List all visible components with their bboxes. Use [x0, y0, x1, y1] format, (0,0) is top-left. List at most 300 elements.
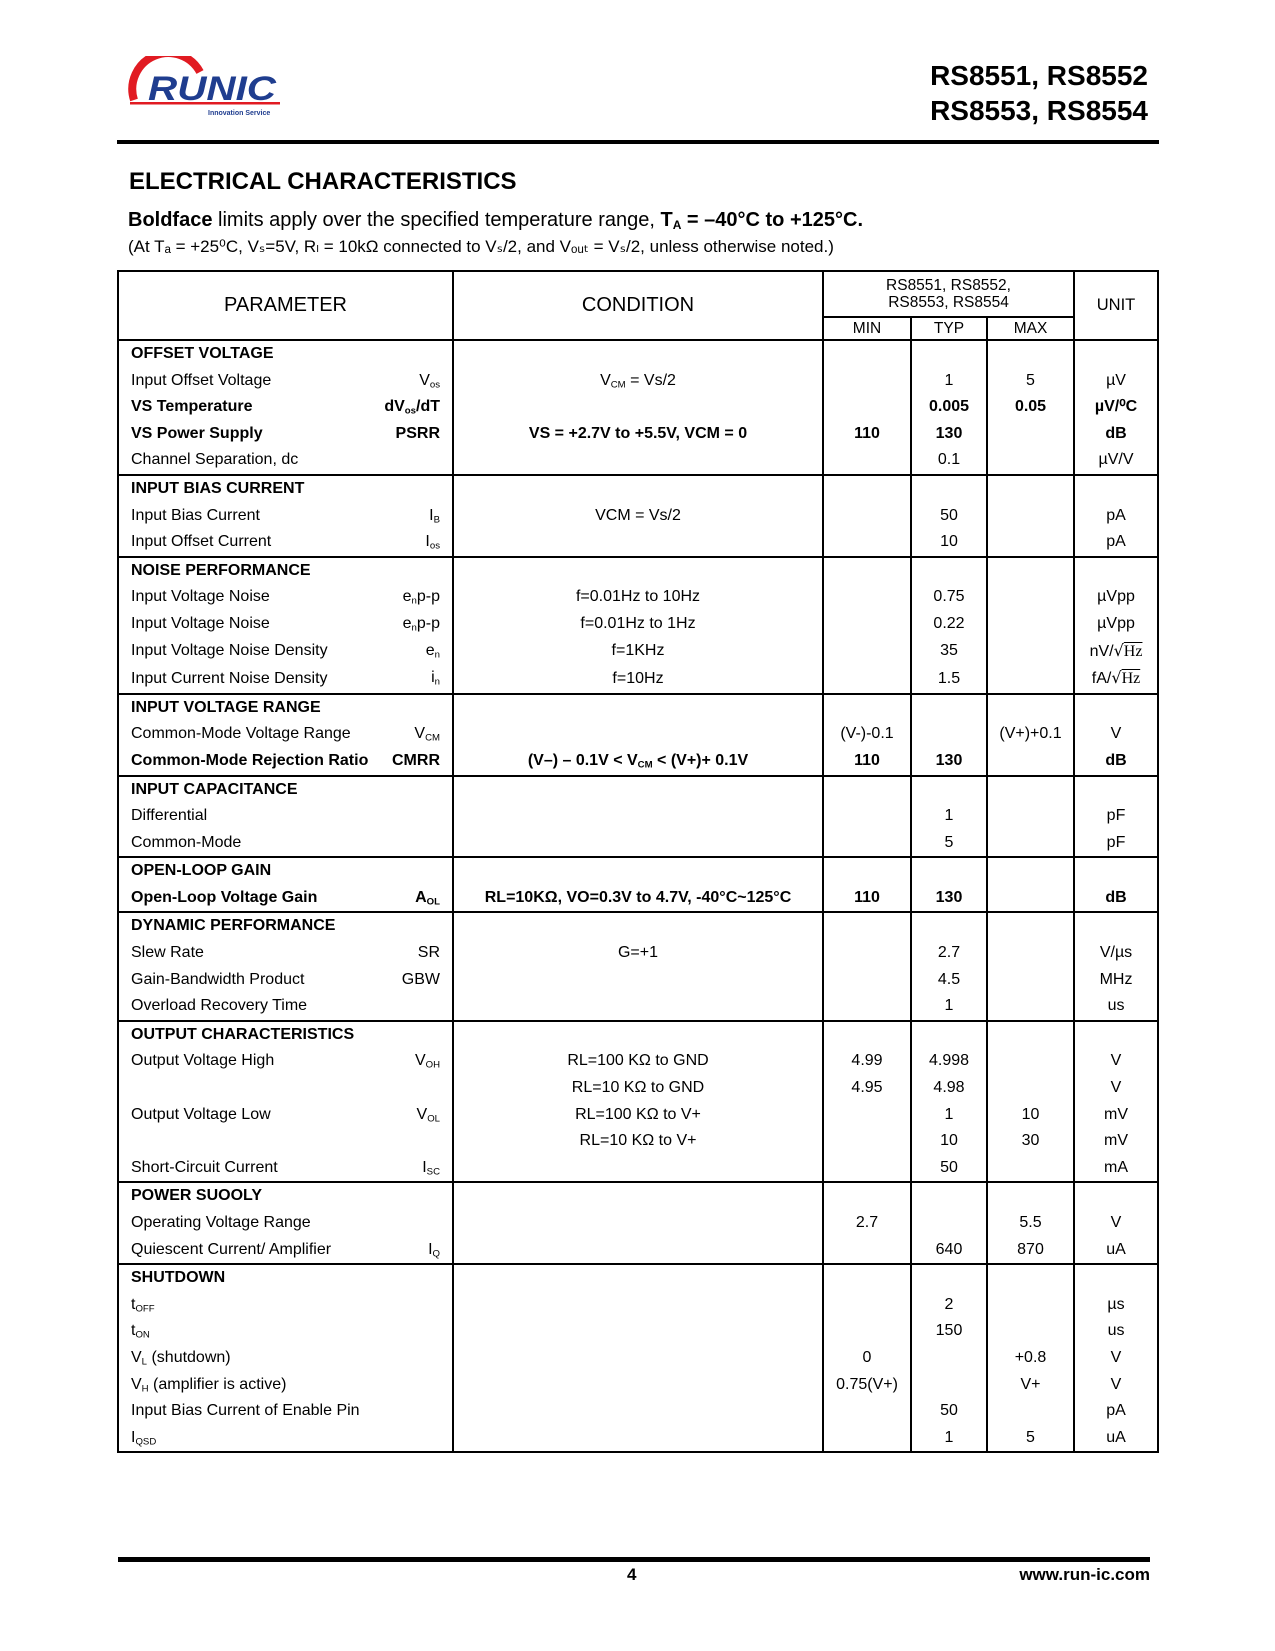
typ-cell: 1	[911, 1102, 987, 1129]
empty-cell	[911, 694, 987, 722]
min-cell: 110	[823, 885, 911, 913]
parameter-cell: Input Offset Current $I_{os}$	[118, 529, 453, 557]
max-cell	[987, 993, 1074, 1021]
empty-cell	[1074, 912, 1158, 940]
test-conditions-note: (At Tₐ = +25⁰C, Vₛ=5V, Rₗ = 10kΩ connected to Vₛ/2, and Vₒᵤₜ = Vₛ/2, unless otherwise noted.)	[128, 237, 834, 256]
max-cell	[987, 665, 1074, 694]
symbol: $V_{os}$	[419, 371, 440, 390]
min-cell	[823, 368, 911, 395]
condition-cell	[453, 830, 823, 858]
boldface-word: Boldface	[128, 209, 213, 231]
unit-cell: pA	[1074, 503, 1158, 530]
header-part-group-line1: RS8551, RS8552,	[886, 277, 1011, 294]
min-cell	[823, 1398, 911, 1425]
typ-cell	[911, 1210, 987, 1237]
empty-cell	[911, 1021, 987, 1049]
empty-cell	[911, 776, 987, 804]
condition-cell: VCM = Vs/2	[453, 503, 823, 530]
table-row	[118, 1372, 1158, 1399]
empty-cell	[1074, 475, 1158, 503]
unit-cell: µs	[1074, 1292, 1158, 1319]
part-numbers-title	[930, 58, 1148, 128]
typ-cell	[911, 721, 987, 748]
parameter-cell: Common-Mode Voltage Range $V_{CM}$	[118, 721, 453, 748]
condition-cell	[453, 1398, 823, 1425]
symbol: $I_B$	[429, 506, 440, 525]
table-row	[118, 967, 1158, 994]
parameter-cell	[118, 1075, 453, 1102]
logo-tagline: Innovation Service	[208, 110, 271, 117]
parameter-cell: Input Voltage Noise Density $e_n$	[118, 638, 453, 666]
typ-cell: 50	[911, 1155, 987, 1183]
condition-cell	[453, 1318, 823, 1345]
typ-cell	[911, 1372, 987, 1399]
section-title-cell: NOISE PERFORMANCE	[118, 557, 453, 585]
empty-cell	[987, 475, 1074, 503]
condition-cell: RL=10 KΩ to GND	[453, 1075, 823, 1102]
table-row	[118, 885, 1158, 913]
typ-cell: 4.5	[911, 967, 987, 994]
parameter-cell: Quiescent Current/ Amplifier $I_Q$	[118, 1237, 453, 1265]
empty-cell	[453, 912, 823, 940]
symbol: $I_{os}$	[425, 533, 440, 552]
empty-cell	[1074, 340, 1158, 368]
unit-cell: pF	[1074, 830, 1158, 858]
parameter-cell: Operating Voltage Range	[118, 1210, 453, 1237]
unit-cell: dB	[1074, 748, 1158, 776]
symbol: GBW	[401, 970, 440, 988]
symbol: $i_n$	[431, 669, 440, 688]
section-title-cell: POWER SUOOLY	[118, 1182, 453, 1210]
parameter-cell: Common-Mode Rejection Ratio CMRR	[118, 748, 453, 776]
parameter-cell: Open-Loop Voltage Gain $A_{OL}$	[118, 885, 453, 913]
empty-cell	[987, 340, 1074, 368]
condition-cell	[453, 529, 823, 557]
typ-cell: 1	[911, 803, 987, 830]
unit-cell: fA/√Hz	[1074, 665, 1158, 694]
parameter-cell: VS Temperature $dV_{os}/dT$	[118, 394, 453, 421]
empty-cell	[453, 1264, 823, 1292]
parameter-cell: $V_H$ (amplifier is active)	[118, 1372, 453, 1399]
section-header-row	[118, 475, 1158, 503]
table-row	[118, 1425, 1158, 1453]
table-row	[118, 803, 1158, 830]
parameter-cell: Input Bias Current $I_B$	[118, 503, 453, 530]
unit-cell: MHz	[1074, 967, 1158, 994]
condition-cell	[453, 1237, 823, 1265]
table-row	[118, 394, 1158, 421]
parameter-cell: Channel Separation, dc	[118, 447, 453, 475]
table-row	[118, 421, 1158, 448]
symbol: $A_{OL}$	[415, 888, 440, 908]
unit-cell: µVpp	[1074, 584, 1158, 611]
min-cell	[823, 611, 911, 638]
symbol: SR	[417, 944, 440, 962]
empty-cell	[911, 1182, 987, 1210]
table-row	[118, 584, 1158, 611]
max-cell: 5.5	[987, 1210, 1074, 1237]
unit-cell: pA	[1074, 1398, 1158, 1425]
max-cell: 10	[987, 1102, 1074, 1129]
table-row	[118, 1398, 1158, 1425]
condition-cell: f=0.01Hz to 10Hz	[453, 584, 823, 611]
symbol: $I_{SC}$	[422, 1158, 440, 1178]
empty-cell	[453, 694, 823, 722]
sqrt-hz: √Hz	[1111, 668, 1141, 688]
table-row	[118, 1102, 1158, 1129]
table-row	[118, 529, 1158, 557]
min-cell: 2.7	[823, 1210, 911, 1237]
condition-cell	[453, 803, 823, 830]
empty-cell	[987, 1264, 1074, 1292]
empty-cell	[823, 694, 911, 722]
unit-cell: V/µs	[1074, 940, 1158, 967]
min-cell	[823, 993, 911, 1021]
min-cell	[823, 967, 911, 994]
section-header-row	[118, 857, 1158, 885]
min-cell	[823, 394, 911, 421]
table-row	[118, 1155, 1158, 1183]
temperature-range: = –40°C to +125°C.	[681, 209, 863, 231]
section-title-cell: INPUT VOLTAGE RANGE	[118, 694, 453, 722]
typ-cell: 0.005	[911, 394, 987, 421]
section-title-cell: DYNAMIC PERFORMANCE	[118, 912, 453, 940]
max-cell	[987, 529, 1074, 557]
table-row	[118, 1345, 1158, 1372]
typ-cell	[911, 1345, 987, 1372]
condition-cell: RL=100 KΩ to GND	[453, 1048, 823, 1075]
table-row	[118, 1210, 1158, 1237]
min-cell	[823, 1155, 911, 1183]
parameter-cell: Input Voltage Noise $e_np-p$	[118, 584, 453, 611]
max-cell	[987, 803, 1074, 830]
unit-cell: us	[1074, 1318, 1158, 1345]
min-cell	[823, 584, 911, 611]
header-max: MAX	[987, 317, 1074, 340]
boldface-note	[128, 209, 863, 232]
max-cell	[987, 748, 1074, 776]
symbol: CMRR	[392, 751, 440, 769]
table-row	[118, 368, 1158, 395]
parameter-cell: Output Voltage Low $V_{OL}$	[118, 1102, 453, 1129]
typ-cell: 2.7	[911, 940, 987, 967]
empty-cell	[987, 1021, 1074, 1049]
max-cell	[987, 940, 1074, 967]
empty-cell	[911, 912, 987, 940]
typ-cell: 10	[911, 529, 987, 557]
empty-cell	[987, 1182, 1074, 1210]
condition-cell	[453, 447, 823, 475]
unit-cell: µVpp	[1074, 611, 1158, 638]
max-cell	[987, 421, 1074, 448]
typ-cell: 150	[911, 1318, 987, 1345]
condition-cell: f=0.01Hz to 1Hz	[453, 611, 823, 638]
empty-cell	[453, 857, 823, 885]
condition-cell: RL=100 KΩ to V+	[453, 1102, 823, 1129]
section-header-row	[118, 1182, 1158, 1210]
section-title-cell: OUTPUT CHARACTERISTICS	[118, 1021, 453, 1049]
table-row	[118, 638, 1158, 666]
unit-cell: pF	[1074, 803, 1158, 830]
symbol: $V_{OL}$	[416, 1105, 440, 1125]
empty-cell	[987, 776, 1074, 804]
footer-rule	[118, 1557, 1150, 1562]
section-title: ELECTRICAL CHARACTERISTICS	[129, 168, 517, 195]
max-cell: +0.8	[987, 1345, 1074, 1372]
table-row	[118, 748, 1158, 776]
min-cell	[823, 803, 911, 830]
table-row	[118, 940, 1158, 967]
condition-cell	[453, 1210, 823, 1237]
unit-cell: V	[1074, 1372, 1158, 1399]
empty-cell	[823, 776, 911, 804]
website-url: www.run-ic.com	[1019, 1565, 1150, 1584]
table-row	[118, 1237, 1158, 1265]
empty-cell	[453, 1182, 823, 1210]
subscript: CM	[610, 378, 626, 390]
unit-cell: pA	[1074, 529, 1158, 557]
section-header-row	[118, 912, 1158, 940]
table-row	[118, 993, 1158, 1021]
header-typ: TYP	[911, 317, 987, 340]
empty-cell	[823, 912, 911, 940]
empty-cell	[1074, 1264, 1158, 1292]
section-title-cell: INPUT BIAS CURRENT	[118, 475, 453, 503]
empty-cell	[911, 557, 987, 585]
max-cell	[987, 1155, 1074, 1183]
symbol: $dV_{os}/dT$	[384, 398, 440, 417]
typ-cell: 1.5	[911, 665, 987, 694]
condition-cell: RL=10KΩ, VO=0.3V to 4.7V, -40°C~125°C	[453, 885, 823, 913]
condition-cell	[453, 967, 823, 994]
parameter-cell: Gain-Bandwidth Product GBW	[118, 967, 453, 994]
part-numbers-line2: RS8553, RS8554	[930, 95, 1148, 126]
table-row	[118, 447, 1158, 475]
unit-cell: mV	[1074, 1128, 1158, 1155]
max-cell: (V+)+0.1	[987, 721, 1074, 748]
empty-cell	[453, 475, 823, 503]
parameter-cell: VS Power Supply PSRR	[118, 421, 453, 448]
typ-cell: 5	[911, 830, 987, 858]
empty-cell	[987, 912, 1074, 940]
electrical-characteristics-table	[117, 270, 1159, 1453]
max-cell	[987, 1048, 1074, 1075]
table-row	[118, 830, 1158, 858]
typ-cell: 50	[911, 503, 987, 530]
typ-cell: 4.998	[911, 1048, 987, 1075]
empty-cell	[911, 340, 987, 368]
symbol: $I_Q$	[428, 1240, 440, 1259]
table-row	[118, 721, 1158, 748]
max-cell	[987, 1292, 1074, 1319]
sqrt-hz: √Hz	[1113, 640, 1143, 660]
max-cell: 0.05	[987, 394, 1074, 421]
section-header-row	[118, 557, 1158, 585]
condition-cell	[453, 721, 823, 748]
min-cell	[823, 1292, 911, 1319]
typ-cell: 130	[911, 885, 987, 913]
unit-cell: nV/√Hz	[1074, 638, 1158, 666]
unit-cell: dB	[1074, 421, 1158, 448]
table-row	[118, 503, 1158, 530]
typ-cell: 1	[911, 993, 987, 1021]
typ-cell: 4.98	[911, 1075, 987, 1102]
parameter-cell: $I_{QSD}$	[118, 1425, 453, 1453]
min-cell	[823, 940, 911, 967]
condition-cell	[453, 993, 823, 1021]
empty-cell	[823, 1264, 911, 1292]
empty-cell	[1074, 1182, 1158, 1210]
section-header-row	[118, 694, 1158, 722]
parameter-cell: Differential	[118, 803, 453, 830]
max-cell	[987, 447, 1074, 475]
header-min: MIN	[823, 317, 911, 340]
table-row	[118, 611, 1158, 638]
min-cell: 110	[823, 748, 911, 776]
min-cell	[823, 1102, 911, 1129]
section-header-row	[118, 776, 1158, 804]
min-cell	[823, 529, 911, 557]
parameter-cell: $t_{ON}$	[118, 1318, 453, 1345]
condition-cell	[453, 1425, 823, 1453]
empty-cell	[1074, 1021, 1158, 1049]
empty-cell	[823, 857, 911, 885]
symbol: $e_np-p$	[402, 588, 440, 607]
max-cell	[987, 611, 1074, 638]
page-number: 4	[627, 1565, 637, 1584]
empty-cell	[453, 340, 823, 368]
condition-cell: f=10Hz	[453, 665, 823, 694]
max-cell: V+	[987, 1372, 1074, 1399]
unit-cell: µV/⁰C	[1074, 394, 1158, 421]
condition-cell: $V_{CM} = Vs/2$	[453, 368, 823, 395]
typ-cell: 0.1	[911, 447, 987, 475]
empty-cell	[823, 340, 911, 368]
header-part-group-line2: RS8553, RS8554	[888, 294, 1009, 311]
min-cell	[823, 1425, 911, 1453]
condition-cell	[453, 1345, 823, 1372]
unit-cell: V	[1074, 721, 1158, 748]
max-cell	[987, 1398, 1074, 1425]
empty-cell	[453, 776, 823, 804]
typ-cell: 1	[911, 1425, 987, 1453]
parameter-cell: $t_{OFF}$	[118, 1292, 453, 1319]
empty-cell	[1074, 857, 1158, 885]
header-rule	[117, 140, 1159, 144]
unit-cell: V	[1074, 1345, 1158, 1372]
typ-cell: 0.22	[911, 611, 987, 638]
min-cell	[823, 1128, 911, 1155]
min-cell	[823, 447, 911, 475]
max-cell	[987, 1075, 1074, 1102]
min-cell: 110	[823, 421, 911, 448]
unit-cell: uA	[1074, 1425, 1158, 1453]
min-cell	[823, 503, 911, 530]
max-cell	[987, 584, 1074, 611]
typ-cell: 35	[911, 638, 987, 666]
max-cell	[987, 638, 1074, 666]
unit-cell: V	[1074, 1075, 1158, 1102]
table-row	[118, 1128, 1158, 1155]
empty-cell	[453, 557, 823, 585]
typ-cell: 0.75	[911, 584, 987, 611]
max-cell: 30	[987, 1128, 1074, 1155]
empty-cell	[911, 857, 987, 885]
max-cell	[987, 967, 1074, 994]
parameter-cell: Common-Mode	[118, 830, 453, 858]
section-title-cell: SHUTDOWN	[118, 1264, 453, 1292]
table-body	[118, 340, 1158, 1452]
unit-cell: V	[1074, 1048, 1158, 1075]
subscript: CM	[637, 759, 653, 771]
symbol: $e_n$	[425, 641, 440, 660]
min-cell	[823, 665, 911, 694]
min-cell	[823, 830, 911, 858]
parameter-cell: Short-Circuit Current $I_{SC}$	[118, 1155, 453, 1183]
empty-cell	[1074, 776, 1158, 804]
parameter-cell: Input Bias Current of Enable Pin	[118, 1398, 453, 1425]
min-cell: (V-)-0.1	[823, 721, 911, 748]
empty-cell	[911, 1264, 987, 1292]
unit-cell: V	[1074, 1210, 1158, 1237]
condition-cell	[453, 1372, 823, 1399]
header-unit: UNIT	[1074, 271, 1158, 340]
empty-cell	[1074, 557, 1158, 585]
boldface-note-text: limits apply over the specified temperature range,	[212, 209, 661, 231]
empty-cell	[987, 557, 1074, 585]
symbol: $V_{OH}$	[414, 1052, 440, 1071]
parameter-cell: $V_L$ (shutdown)	[118, 1345, 453, 1372]
part-numbers-line1: RS8551, RS8552	[930, 60, 1148, 91]
condition-cell: f=1KHz	[453, 638, 823, 666]
section-header-row	[118, 1021, 1158, 1049]
table-row	[118, 1292, 1158, 1319]
min-cell: 0.75(V+)	[823, 1372, 911, 1399]
max-cell: 5	[987, 1425, 1074, 1453]
empty-cell	[823, 1021, 911, 1049]
typ-cell: 1	[911, 368, 987, 395]
unit-cell: dB	[1074, 885, 1158, 913]
unit-cell: uA	[1074, 1237, 1158, 1265]
typ-cell: 640	[911, 1237, 987, 1265]
runic-logo-icon	[128, 56, 288, 122]
condition-cell	[453, 1155, 823, 1183]
unit-cell: µV/V	[1074, 447, 1158, 475]
max-cell	[987, 885, 1074, 913]
parameter-cell: Input Current Noise Density $i_n$	[118, 665, 453, 694]
parameter-cell: Slew Rate SR	[118, 940, 453, 967]
empty-cell	[823, 1182, 911, 1210]
max-cell: 5	[987, 368, 1074, 395]
table-row	[118, 1075, 1158, 1102]
min-cell: 0	[823, 1345, 911, 1372]
condition-cell: $(V-) - 0.1V < V_{CM} < (V+)+ 0.1V$	[453, 748, 823, 776]
condition-cell	[453, 394, 823, 421]
typ-cell: 10	[911, 1128, 987, 1155]
symbol: $e_np-p$	[402, 614, 440, 634]
logo-wordmark: RUNIC	[148, 70, 277, 108]
ta-subscript: A	[672, 218, 682, 232]
max-cell	[987, 1318, 1074, 1345]
table-row	[118, 1318, 1158, 1345]
min-cell: 4.99	[823, 1048, 911, 1075]
max-cell	[987, 830, 1074, 858]
empty-cell	[823, 557, 911, 585]
section-header-row	[118, 1264, 1158, 1292]
unit-cell: mV	[1074, 1102, 1158, 1129]
empty-cell	[987, 694, 1074, 722]
parameter-cell: Input Offset Voltage $V_{os}$	[118, 368, 453, 395]
